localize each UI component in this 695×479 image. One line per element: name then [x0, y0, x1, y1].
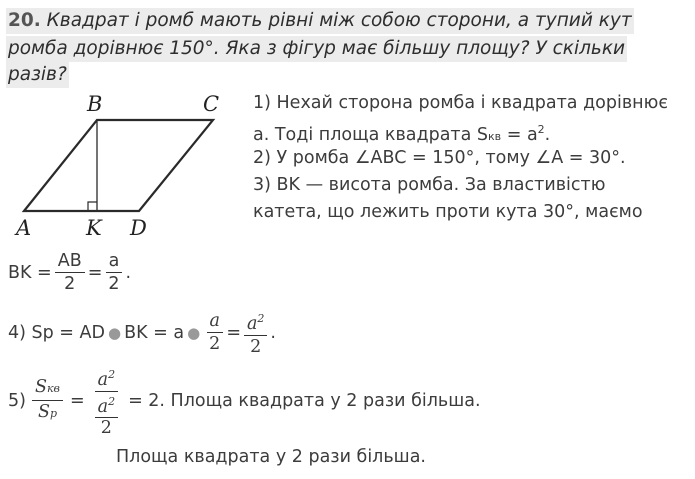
- fraction-a-over-2: [105, 250, 122, 295]
- vertex-label-b: B: [87, 92, 103, 116]
- step-3-line-b: катета, що лежить проти кута 30°, маємо: [253, 202, 643, 222]
- fraction-numerator: a: [207, 310, 223, 333]
- step-5-result: = 2. Площа квадрата у 2 рази більша.: [128, 390, 481, 411]
- fraction-a2-over-2: [244, 308, 267, 358]
- s-symbol: S: [37, 402, 50, 423]
- inner-denominator: 2: [100, 417, 112, 438]
- step-3-line-a: 3) BK — висота ромба. За властивістю: [253, 175, 606, 195]
- step-1-eq: = a: [501, 124, 538, 145]
- numerator-a: a: [246, 313, 258, 334]
- problem-text-2: ромба дорівнює 150°. Яка з фігур має більшу площу? У скільки: [8, 38, 626, 59]
- multiply-dot-icon: ●: [187, 323, 201, 342]
- fraction-numerator: [32, 376, 63, 401]
- fraction-denominator: 2: [108, 274, 120, 294]
- fraction-ab-over-2: [55, 250, 85, 295]
- problem-line-1: [6, 8, 634, 34]
- fraction-denominator: [35, 401, 60, 425]
- fraction-denominator: 2: [209, 334, 221, 355]
- step-4-eq: =: [226, 322, 241, 343]
- vertex-label-c: C: [203, 92, 220, 116]
- superscript-2: 2: [108, 394, 116, 408]
- step-1-text: a. Тоді площа квадрата S: [253, 124, 489, 145]
- fraction-a-over-2: [206, 310, 223, 355]
- fraction-numerator: a: [106, 250, 123, 273]
- right-angle-mark: [88, 202, 97, 211]
- subscript-kv: кв: [488, 129, 502, 143]
- inner-numerator: [95, 392, 118, 418]
- step-5-prefix: 5): [8, 390, 26, 411]
- s-symbol: S: [34, 377, 47, 398]
- problem-number: 20.: [8, 10, 41, 31]
- vertex-label-k: K: [86, 216, 102, 240]
- bk-end: .: [125, 262, 132, 283]
- bk-eq: =: [87, 262, 103, 283]
- fraction-denominator: 2: [64, 274, 76, 294]
- step-5-formula: [8, 364, 481, 438]
- step-1-line-a: 1) Нехай сторона ромба і квадрата дорівнює: [253, 93, 668, 113]
- vertex-label-d: D: [130, 216, 147, 240]
- subscript-kv: кв: [46, 382, 60, 396]
- step-4-mid: BK = a: [124, 322, 185, 343]
- subscript-r: р: [49, 407, 57, 421]
- step-2: 2) У ромба ∠ABC = 150°, тому ∠A = 30°.: [253, 148, 626, 168]
- bk-lhs: BK =: [8, 262, 52, 283]
- problem-text-1: Квадрат і ромб мають рівні між собою сторони, а тупий кут: [46, 10, 632, 31]
- inner-a: a: [97, 396, 109, 417]
- compound-fraction: [92, 364, 121, 438]
- step-4-prefix: 4) Sр = AD: [8, 322, 105, 343]
- fraction-s-ratio: [32, 376, 63, 425]
- numerator-a: a: [97, 369, 109, 390]
- final-answer: Площа квадрата у 2 рази більша.: [116, 447, 426, 467]
- step-4-formula: [8, 308, 276, 358]
- vertex-label-a: A: [16, 216, 32, 240]
- rhombus-shape: [24, 120, 213, 211]
- step-4-end: .: [270, 322, 276, 343]
- step-5-eq: =: [69, 390, 85, 411]
- multiply-dot-icon: ●: [107, 323, 122, 342]
- problem-text-3: разів?: [8, 64, 67, 85]
- fraction-numerator: AB: [55, 250, 85, 273]
- superscript-2: 2: [108, 368, 116, 381]
- bk-formula: [8, 250, 131, 295]
- superscript-2: 2: [257, 312, 265, 325]
- fraction-numerator: [95, 364, 118, 392]
- problem-line-2: [6, 36, 627, 62]
- fraction-numerator: [244, 308, 267, 336]
- superscript-2: 2: [537, 123, 545, 136]
- fraction-denominator: 2: [250, 336, 262, 357]
- fraction-denominator: [92, 392, 121, 438]
- step-1-end: .: [544, 124, 551, 145]
